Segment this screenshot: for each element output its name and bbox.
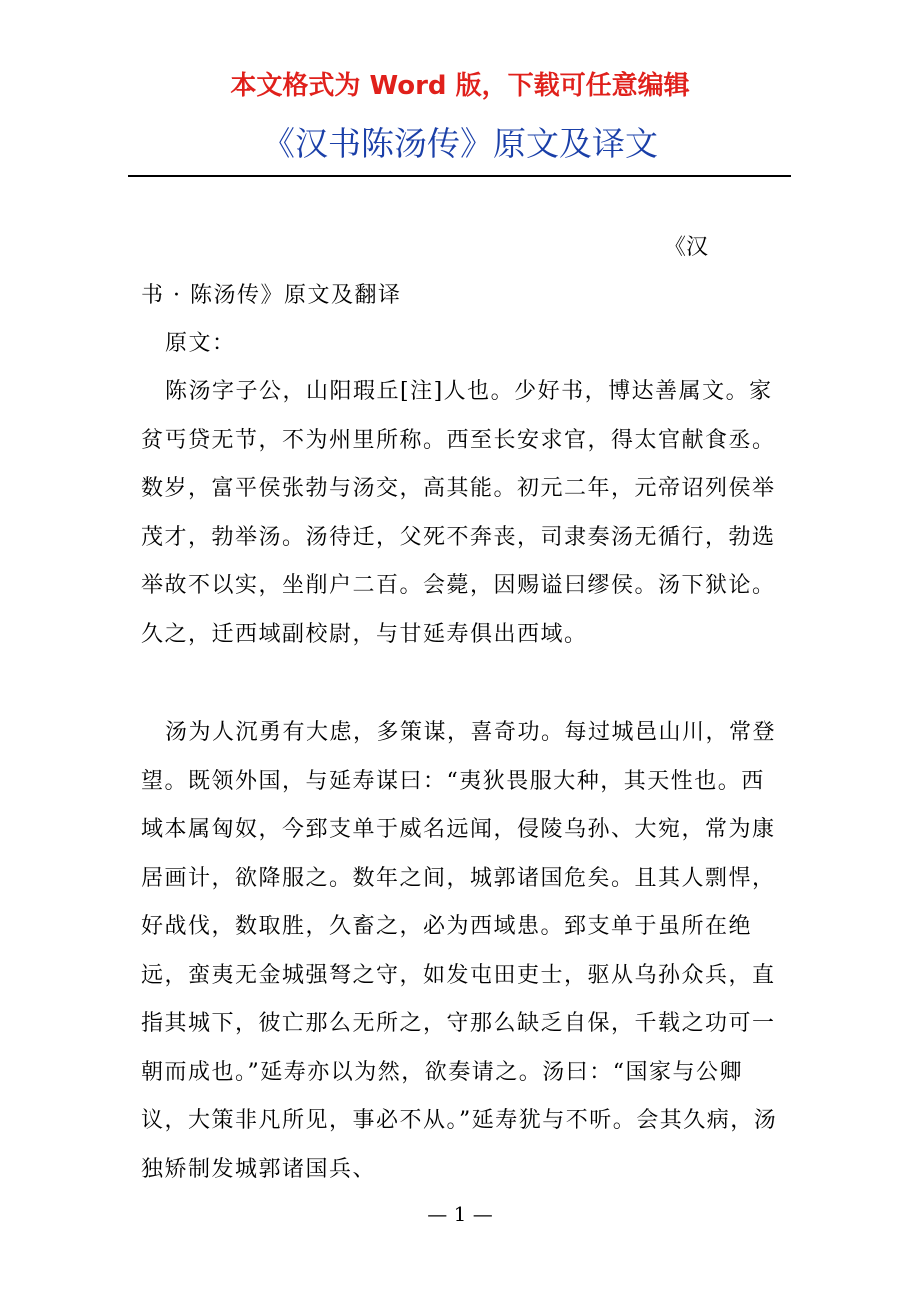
section-label: 原文： xyxy=(165,331,236,356)
paragraph: 汤为人沉勇有大虑，多策谋，喜奇功。每过城邑山川，常登望。既领外国，与延寿谋曰：“夷狄畏服大种，其天性也。西域本属匈奴，今郅支单于威名远闻，侵陵乌孙、大宛，常为康居画计，欲降服之。数年之间，城郭诸国危矣。且其人剽悍，好战伐，数取胜，久畜之，必为西域患。郅支单于虽所在绝远，蛮夷无金城强弩之守，如发屯田吏士，驱从乌孙众兵，直指其城下，彼亡那么无所之，守那么缺乏自保，千载之功可一朝而成也。”延寿亦以为然，欲奏请之。汤曰：“国家与公卿议，大策非凡所见，事必不从。”延寿犹与不听。会其久病，汤独矫制发城郭诸国兵、 xyxy=(141,720,778,1182)
subtitle-continuation: 书 · 陈汤传》原文及翻译 xyxy=(141,283,402,308)
download-notice: 本文格式为 Word 版，下载可任意编辑 xyxy=(230,71,690,101)
title-divider xyxy=(128,175,791,177)
subtitle-opening: 《汉 xyxy=(664,235,709,260)
document-title: 《汉书陈汤传》原文及译文 xyxy=(262,124,658,163)
page-number: — 1 — xyxy=(427,1202,493,1226)
paragraph: 陈汤字子公，山阳瑕丘[注]人也。少好书，博达善属文。家贫丐贷无节，不为州里所称。西至长安求官，得太官献食丞。数岁，富平侯张勃与汤交，高其能。初元二年，元帝诏列侯举茂才，勃举汤。汤待迁，父死不奔丧，司隶奏汤无循行，勃选举故不以实，坐削户二百。会薨，因赐谥曰缪侯。汤下狱论。久之，迁西域副校尉，与甘延寿俱出西域。 xyxy=(141,379,776,647)
